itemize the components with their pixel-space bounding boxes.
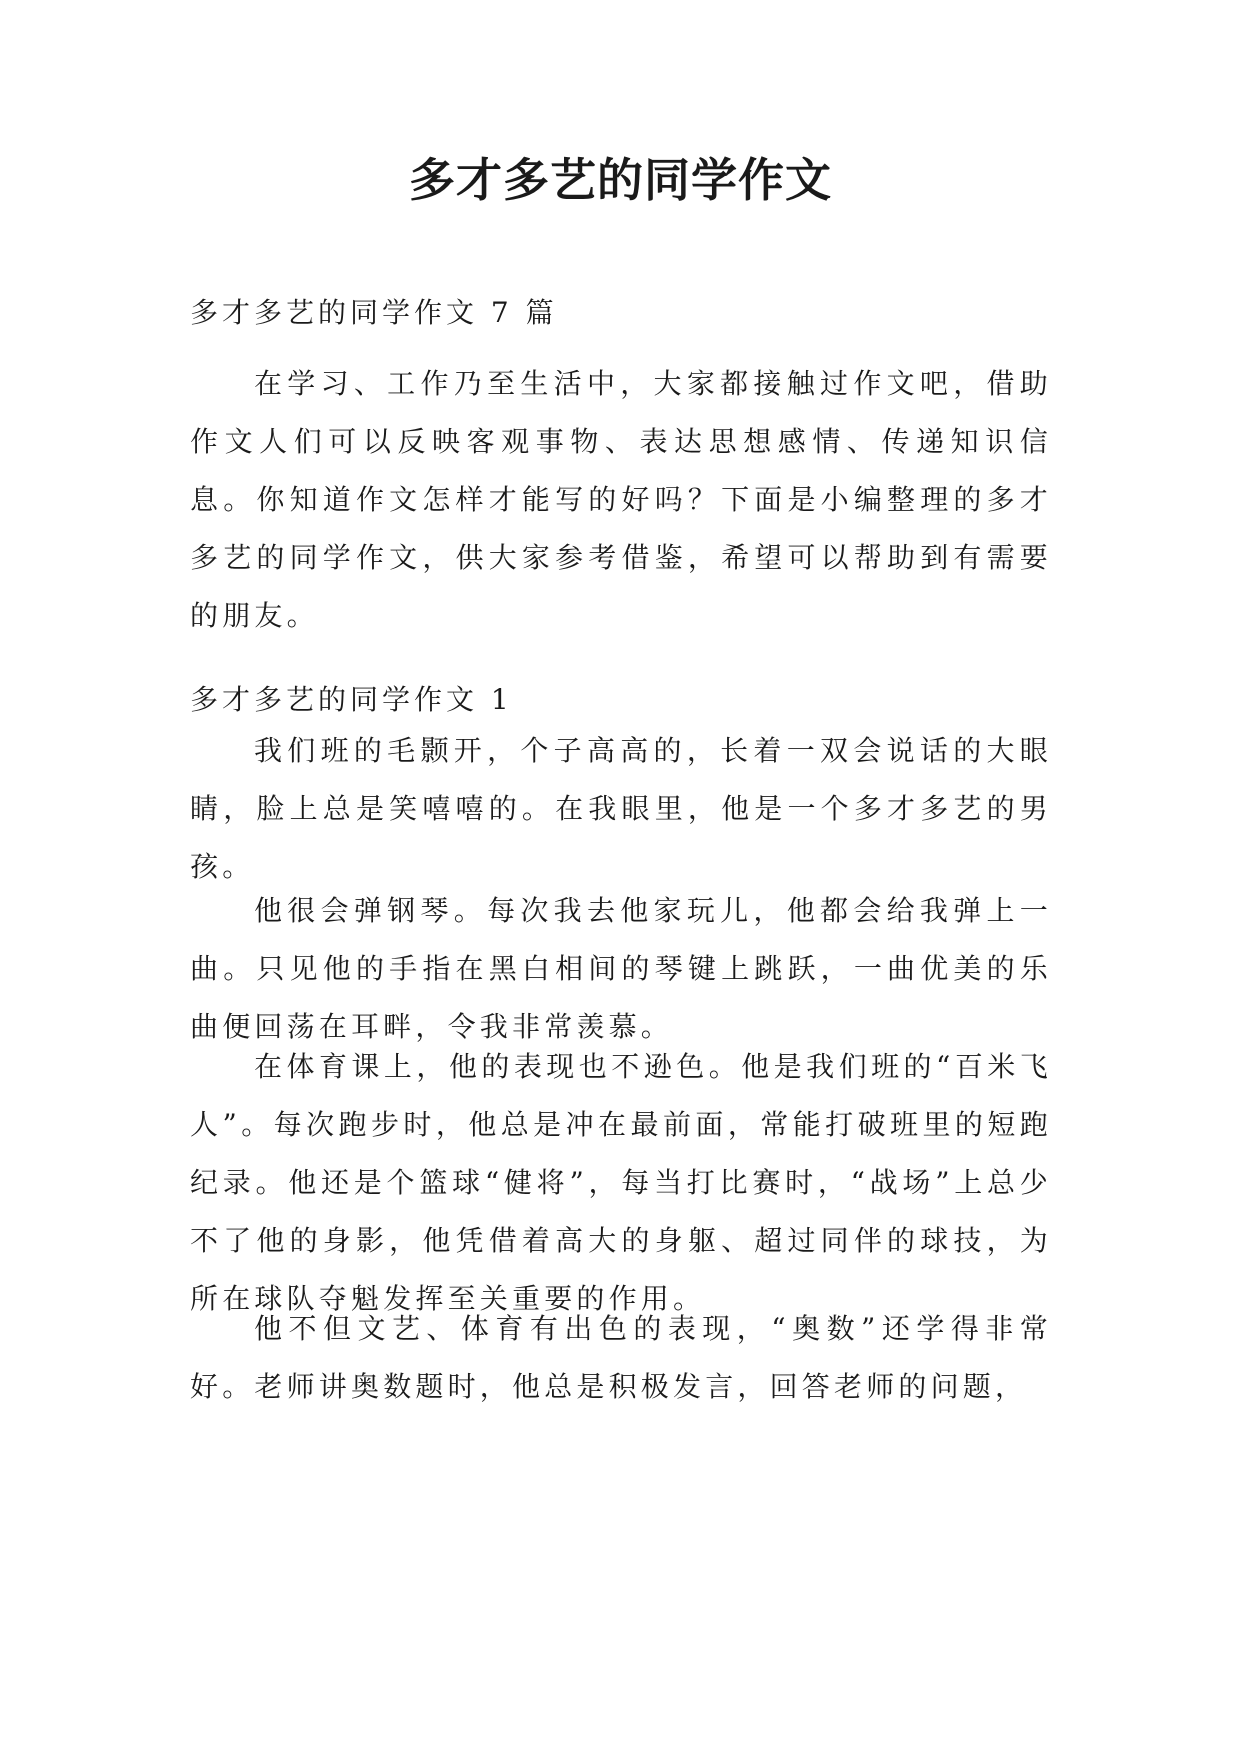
section-heading-1: 多才多艺的同学作文 1 xyxy=(190,683,513,716)
intro-paragraph: 在学习、工作乃至生活中，大家都接触过作文吧，借助作文人们可以反映客观事物、表达思想感情、传递知识信息。你知道作文怎样才能写的好吗？下面是小编整理的多才多艺的同学作文，供大家参考借鉴，希望可以帮助到有需要的朋友。 xyxy=(190,367,1052,632)
section-1-paragraph-2: 他很会弹钢琴。每次我去他家玩儿，他都会给我弹上一曲。只见他的手指在黑白相间的琴键上跳跃，一曲优美的乐曲便回荡在耳畔，令我非常羡慕。 xyxy=(190,894,1052,1043)
section-1-paragraph-3: 在体育课上，他的表现也不逊色。他是我们班的“百米飞人”。每次跑步时，他总是冲在最前面，常能打破班里的短跑纪录。他还是个篮球“健将”，每当打比赛时，“战场”上总少不了他的身影，他凭借着高大的身躯、超过同伴的球技，为所在球队夺魁发挥至关重要的作用。 xyxy=(190,1050,1052,1315)
section-1-paragraph-1: 我们班的毛颢开，个子高高的，长着一双会说话的大眼睛，脸上总是笑嘻嘻的。在我眼里，他是一个多才多艺的男孩。 xyxy=(190,734,1052,883)
document-title: 多才多艺的同学作文 xyxy=(409,153,832,207)
section-1-paragraph-4: 他不但文艺、体育有出色的表现，“奥数”还学得非常好。老师讲奥数题时，他总是积极发言，回答老师的问题， xyxy=(190,1312,1052,1403)
document-subtitle: 多才多艺的同学作文 7 篇 xyxy=(190,296,558,329)
